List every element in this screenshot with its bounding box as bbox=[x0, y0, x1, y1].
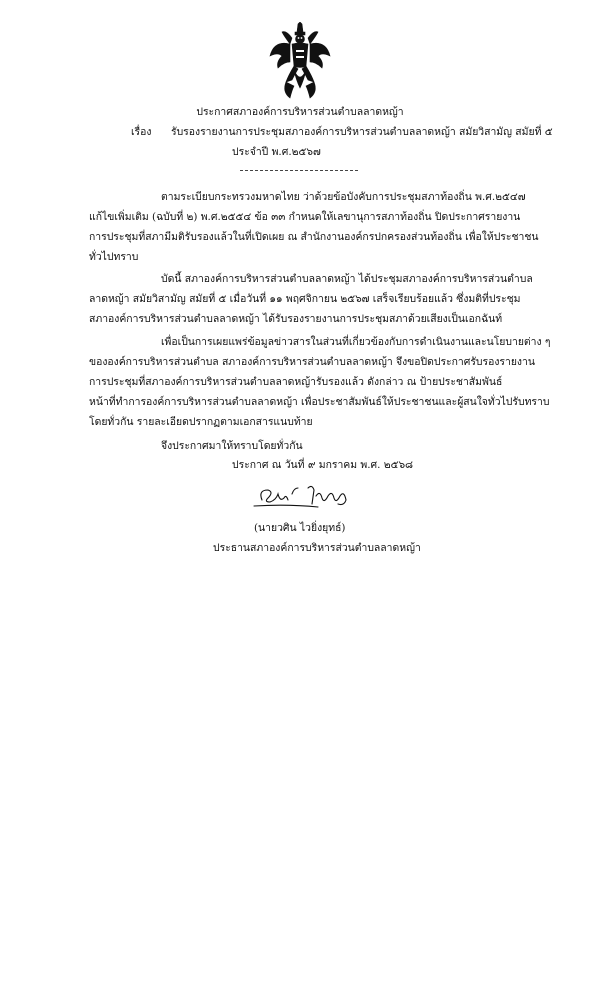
para1-line3: การประชุมที่สภามีมติรับรองแล้วในที่เปิดเผย ณ สำนักงานองค์กรปกครองส่วนท้องถิ่น เพื่อให้ประชาชน bbox=[89, 231, 539, 243]
signatory-name: (นายวศิน ไวยิ่งยุทธ์) bbox=[254, 522, 346, 534]
subject-text: รับรองรายงานการประชุมสภาองค์การบริหารส่วนตำบลลาดหญ้า สมัยวิสามัญ สมัยที่ ๕ bbox=[171, 126, 553, 138]
subject-label: เรื่อง bbox=[131, 126, 152, 138]
year-line: ประจำปี พ.ศ.๒๕๖๗ bbox=[232, 146, 321, 158]
para1-line1: ตามระเบียบกระทรวงมหาดไทย ว่าด้วยข้อบังคับการประชุมสภาท้องถิ่น พ.ศ.๒๕๔๗ bbox=[161, 191, 526, 203]
garuda-emblem-icon bbox=[268, 22, 332, 102]
announcement-title: ประกาศสภาองค์การบริหารส่วนตำบลลาดหญ้า bbox=[196, 106, 404, 118]
closing-line: จึงประกาศมาให้ทราบโดยทั่วกัน bbox=[161, 440, 303, 452]
header-divider bbox=[240, 170, 358, 171]
para3-line5: โดยทั่วกัน รายละเอียดปรากฏตามเอกสารแนบท้าย bbox=[89, 416, 313, 428]
para1-line4: ทั่วไปทราบ bbox=[89, 251, 139, 263]
para1-line2: แก้ไขเพิ่มเติม (ฉบับที่ ๒) พ.ศ.๒๕๕๔ ข้อ ๓๓ กำหนดให้เลขานุการสภาท้องถิ่น ปิดประกาศรายงาน bbox=[89, 211, 521, 223]
para3-line3: การประชุมที่สภาองค์การบริหารส่วนตำบลลาดหญ้ารับรองแล้ว ดังกล่าว ณ ป้ายประชาสัมพันธ์ bbox=[89, 376, 503, 388]
signatory-position: ประธานสภาองค์การบริหารส่วนตำบลลาดหญ้า bbox=[213, 542, 421, 554]
para2-line3: สภาองค์การบริหารส่วนตำบลลาดหญ้า ได้รับรองรายงานการประชุมสภาด้วยเสียงเป็นเอกฉันท์ bbox=[89, 313, 503, 325]
para2-line2: ลาดหญ้า สมัยวิสามัญ สมัยที่ ๕ เมื่อวันที่ ๑๑ พฤศจิกายน ๒๕๖๗ เสร็จเรียบร้อยแล้ว ซึ่งมติที่ประชุม bbox=[89, 293, 521, 305]
date-line: ประกาศ ณ วันที่ ๙ มกราคม พ.ศ. ๒๕๖๘ bbox=[232, 459, 414, 471]
handwritten-signature-icon bbox=[248, 478, 358, 512]
para3-line1: เพื่อเป็นการเผยแพร่ข้อมูลข่าวสารในส่วนที่เกี่ยวข้องกับการดำเนินงานและนโยบายต่าง ๆ bbox=[161, 336, 551, 348]
para3-line4: หน้าที่ทำการองค์การบริหารส่วนตำบลลาดหญ้า เพื่อประชาสัมพันธ์ให้ประชาชนและผู้สนใจทั่วไปรับทราบ bbox=[89, 396, 550, 408]
para2-line1: บัดนี้ สภาองค์การบริหารส่วนตำบลลาดหญ้า ได้ประชุมสภาองค์การบริหารส่วนตำบล bbox=[161, 273, 533, 285]
para3-line2: ขององค์การบริหารส่วนตำบล สภาองค์การบริหารส่วนตำบลลาดหญ้า จึงขอปิดประกาศรับรองรายงาน bbox=[89, 356, 535, 368]
